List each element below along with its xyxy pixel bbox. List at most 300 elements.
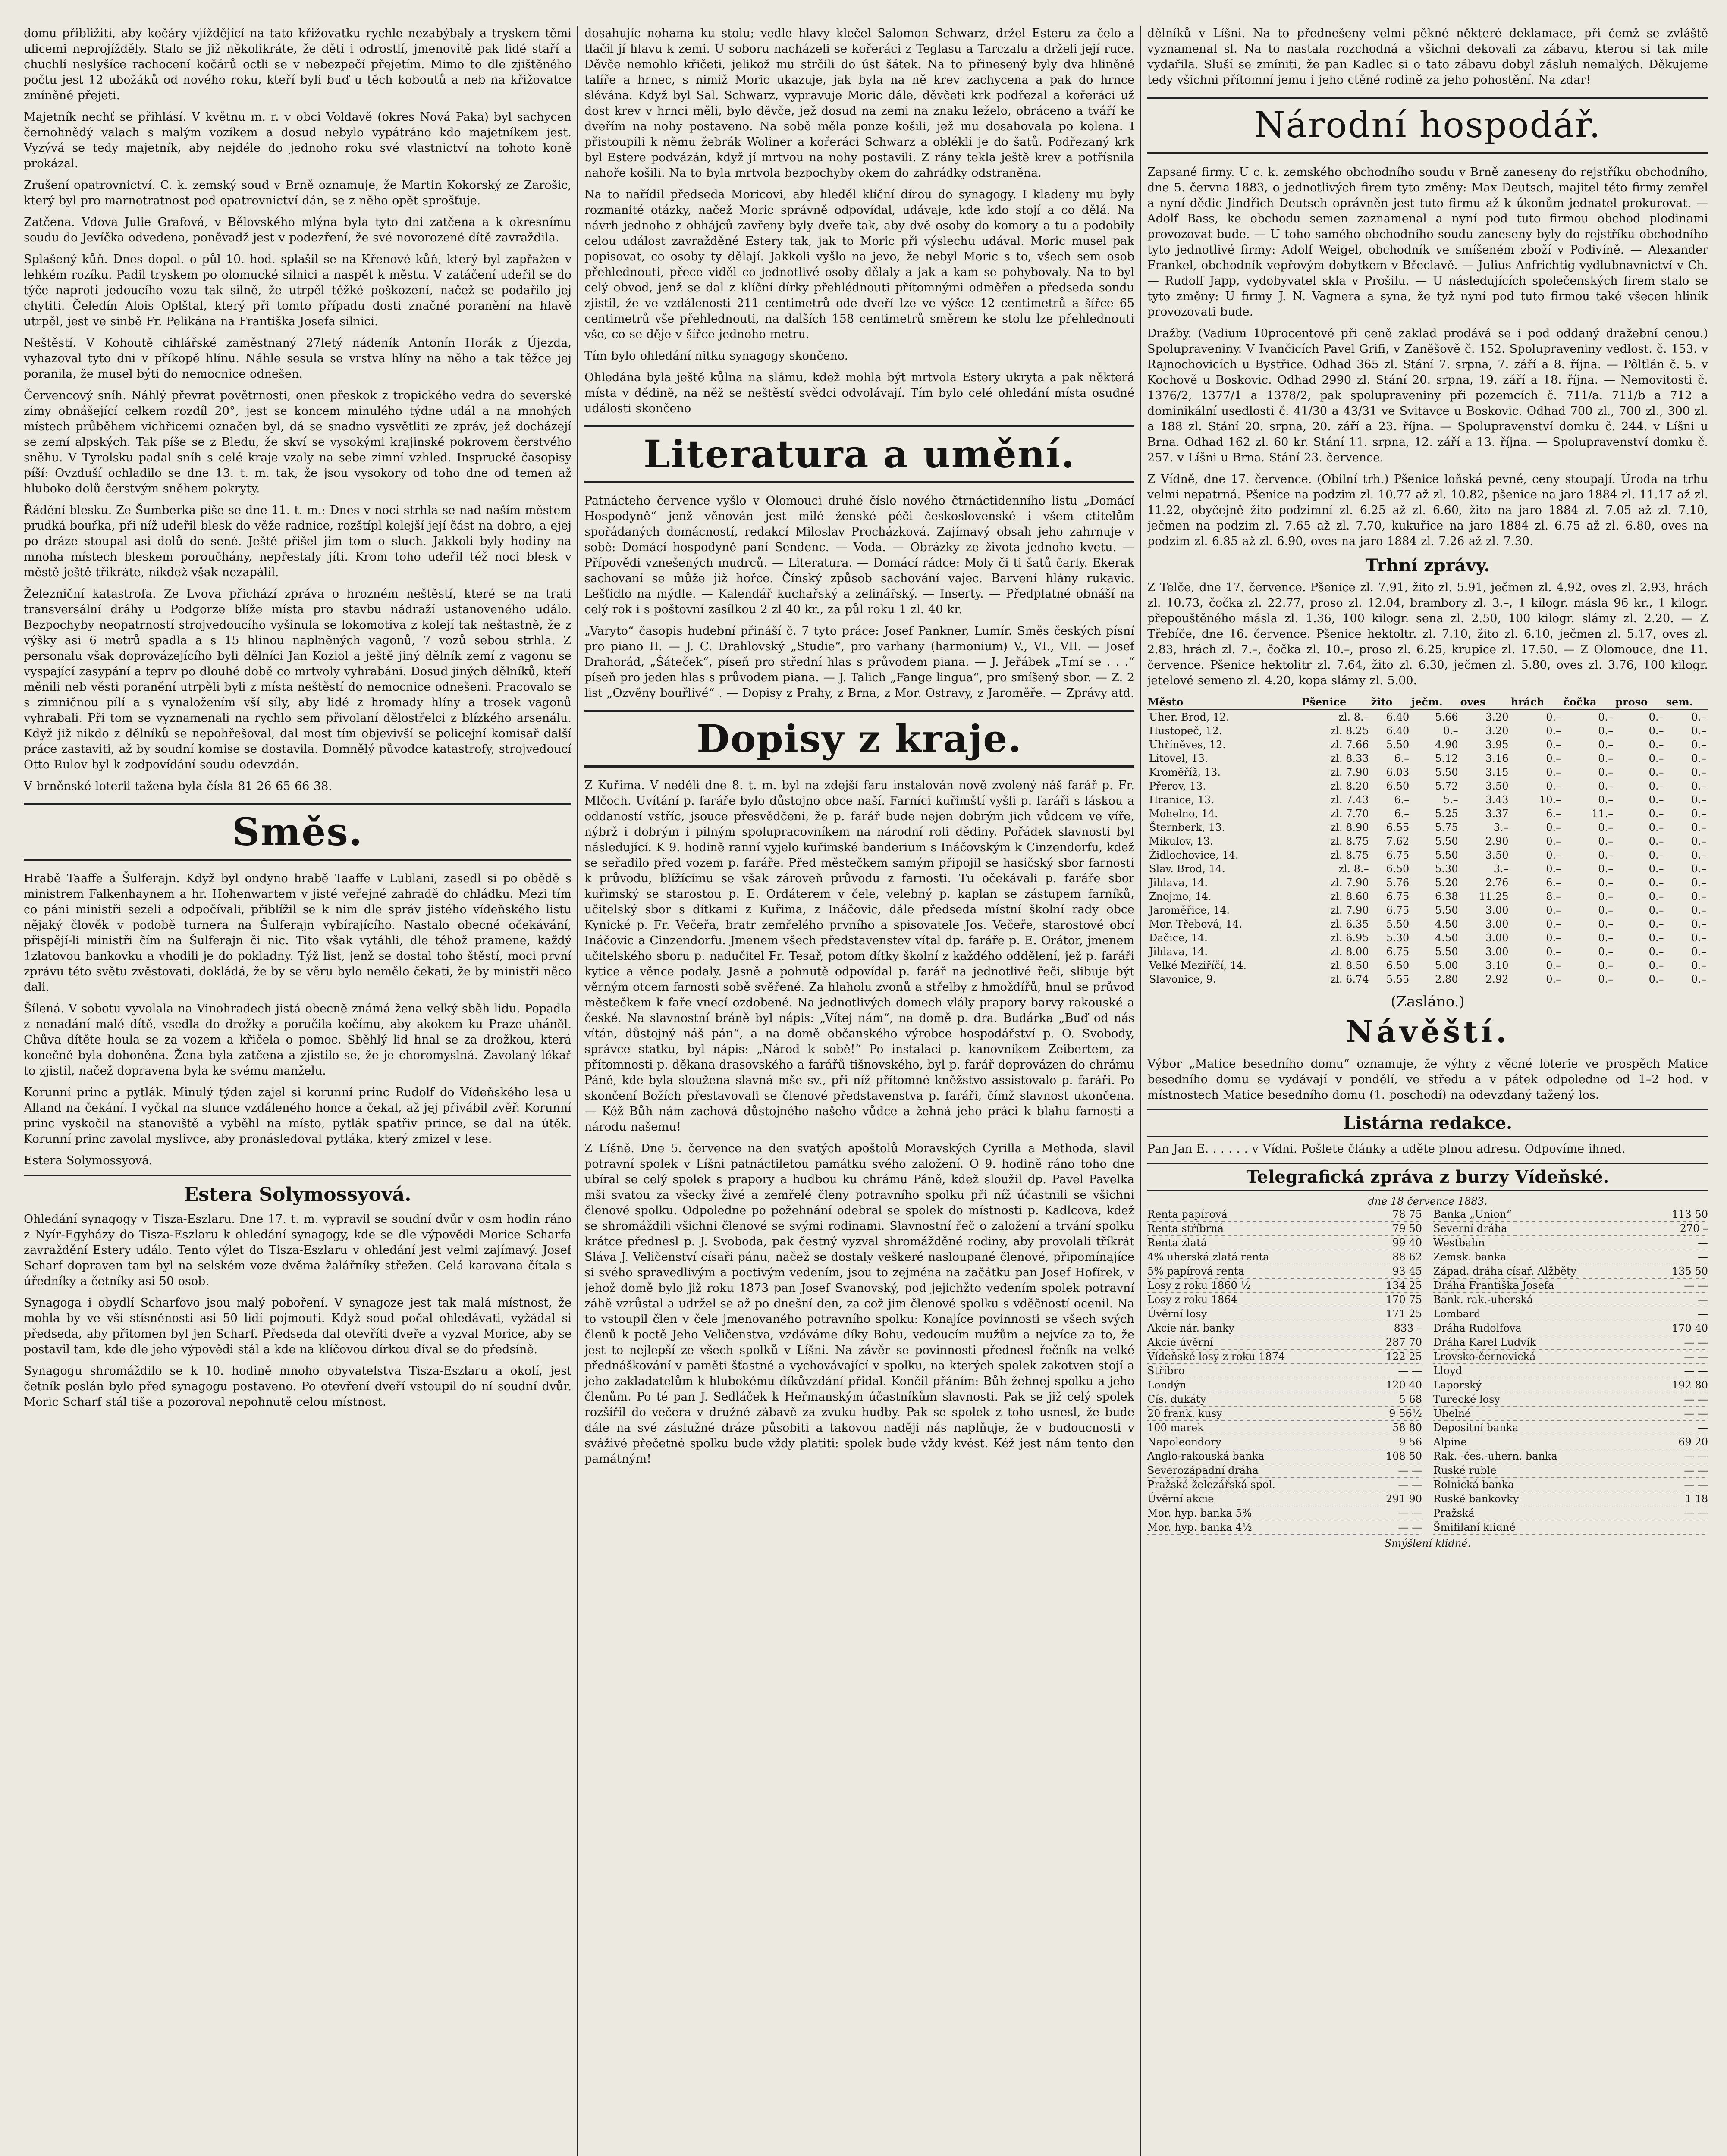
table-cell: Velké Meziříčí, 14. — [1149, 959, 1247, 971]
exchange-row — [1147, 1435, 1422, 1449]
article-paragraph: Z Líšně. Dne 5. července na den svatých apoštolů Moravských Cyrilla a Methoda, slavil potravní spolek v Líšni patnáctiletou památku svého založení. O 9. hodině ráno toho dne ubíral se celý spolek s prapory a hudbou ku chrámu Páně, kdež sloužil dp. Pavel Pavelka mši svatou za všecky živé a zemřelé členy potravního spolku při níž účastnili se všichni členové spolku. Odpoledne po požehnání odebral se spolek do místnosti p. Kadlcova, kdež se shromáždili všichni členové se svými rodinami. Slavnostní řeč o založení a trvání spolku krátce přednesl p. J. Svoboda, pak čestný vyzval shromážděné rodiny, aby provolali tříkrát Sláva J. Veličenství císaři pánu, načež se dostaly veškeré nasloupané členové, připomínajíce si svého spravedlivým a poctivým vedením, jsou to zejména na začátku pan Josef Hofírek, v jehož domě bylo již roku 1873 pan Josef Svanovský, pod jejichžto vedením spolek potravní záhě vzrůstal a udržel se až po dnešní den, za což jim členové spolku s vděčností ocenil. Na to vstoupil člen v čele jmenovaného potravního spolku: Konajíce povinnosti se všech svých členů k poctě Jeho Veličenstva, vzdáváme díky Bohu, vedoucím mužům a nejvíce za to, že jest to nejlepší ze všech spolků v Líšni. Na závěr se povinnosti přednesl řečník na velké přednáškování v paměti šťastné a vychovávající v spolku, na kterých spolek zakotven stojí a jeho zakladatelům k hlubokému díkůvzdání přidal. Končil přáním: Bůh žehnej spolku a jeho členům. Po té pan J. Sedláček k Heřmanským účastníkům slavnosti. Pak se již celý spolek rozšířil do večera v družné zábavě za zvuku hudby. Pak se spolek z toho usnesl, že bude dále na své záslužné dráze působiti a takovou naději nás naplňuje, že v budoucnosti v sváživé přečetné spolku bude vždy platiti: spolek bude vždy kvést. Kéž jest nám tento den památným! — [584, 1142, 1134, 1466]
table-cell: Mor. Třebová, 14. — [1149, 918, 1242, 930]
table-cell: 0.– — [1691, 863, 1706, 875]
exchange-footer: Smýšlení klidné. — [1384, 1537, 1471, 1549]
table-cell: zl. 6.74 — [1330, 973, 1369, 985]
table-cell: zl. 6.35 — [1330, 918, 1369, 930]
table-cell: 5.25 — [1435, 808, 1458, 820]
table-cell: 3.37 — [1485, 808, 1509, 820]
table-row — [1147, 862, 1708, 876]
exchange-value: — — — [1684, 1351, 1708, 1363]
exchange-value: 79 50 — [1392, 1222, 1422, 1235]
exchange-row — [1147, 1463, 1422, 1478]
table-cell: 0.– — [1648, 835, 1664, 847]
table-cell: 6.03 — [1386, 766, 1410, 778]
table-cell: 6.– — [1546, 808, 1561, 820]
table-cell: 5.00 — [1435, 959, 1458, 971]
exchange-row — [1433, 1392, 1708, 1407]
table-row — [1147, 959, 1708, 972]
table-cell: Uhříněves, 12. — [1149, 739, 1226, 751]
exchange-name: Renta papírová — [1147, 1208, 1228, 1220]
exchange-value: 78 75 — [1392, 1208, 1422, 1220]
grain-price-table — [1147, 695, 1708, 986]
table-cell: 0.– — [1648, 725, 1664, 737]
table-row — [1147, 752, 1708, 765]
exchange-row — [1433, 1506, 1708, 1520]
table-cell: 0.– — [1648, 780, 1664, 792]
table-cell: 3.10 — [1485, 959, 1509, 971]
table-cell: 0.– — [1598, 959, 1614, 971]
table-cell: 6.– — [1394, 752, 1410, 765]
exchange-row — [1147, 1449, 1422, 1463]
table-cell: 6.75 — [1386, 849, 1410, 861]
table-row — [1147, 834, 1708, 848]
table-row — [1147, 890, 1708, 903]
exchange-value: 287 70 — [1386, 1336, 1422, 1348]
table-cell: 11.– — [1592, 808, 1614, 820]
table-cell: Slav. Brod, 14. — [1149, 863, 1225, 875]
table-cell: 3.– — [1493, 863, 1509, 875]
exchange-row — [1433, 1378, 1708, 1392]
exchange-value: 135 50 — [1672, 1265, 1708, 1277]
table-cell: zl. 7.90 — [1330, 904, 1369, 916]
article-paragraph: „Varyto“ časopis hudební přináší č. 7 tyto práce: Josef Pankner, Lumír. Směs českých písní pro piano II. — J. C. Drahlovský „Studie“, pro varhany (harmonium) V., VI., VII. — Josef Drahorád, „Šáteček“, píseň pro střední hlas s průvodem piana. — J. Jeřábek „Tmí se . . .“ píseň pro jeden hlas s průvodem piana. — J. Talich „Fange lingua“, pro smíšený sbor. — Z. 2 list „Ozvěny bouřlivé“ . — Dopisy z Prahy, z Brna, z Mor. Ostravy, z Jaroměře. — Zprávy atd. — [584, 624, 1134, 700]
table-cell: 0.– — [1648, 794, 1664, 806]
table-cell: 0.– — [1598, 849, 1614, 861]
table-cell: Židlochovice, 14. — [1149, 849, 1239, 861]
exchange-value: 1 18 — [1685, 1493, 1708, 1505]
estera-continued — [584, 26, 1134, 417]
table-cell: 0.– — [1691, 725, 1706, 737]
exchange-row — [1147, 1321, 1422, 1335]
table-cell: 0.– — [1546, 904, 1561, 916]
exchange-name: 4% uherská zlatá renta — [1147, 1251, 1269, 1263]
table-cell: 0.– — [1648, 711, 1664, 723]
exchange-name: Akcie nár. banky — [1147, 1322, 1234, 1334]
divider — [24, 1175, 571, 1176]
table-cell: 0.– — [1598, 766, 1614, 778]
exchange-value: — — [1698, 1422, 1708, 1434]
grain-table-body — [1147, 710, 1708, 986]
table-cell: 5.50 — [1435, 835, 1458, 847]
article-paragraph: Dražby. (Vadium 10procentové při ceně zaklad prodává se i pod oddaný dražební cenou.) Spolupraveniny. V Ivančicích Pavel Grifi, v Zaněšově č. 152. Spolupraveniny vedlost. č. 153. v Rajnochovicích u Bystřice. Odhad 365 zl. Stání 7. srpna, 7. září a 8. října. — Pôltlán č. 5. v Kochově u Boskovic. Odhad 2990 zl. Stání 20. srpna, 19. září a 18. října. — Nemovitosti č. 1376/2, 1377/1 a 1378/2, pak spolupraveniny při pozemcích č. 711/a. 711/b a 712 a dominikální usedlosti č. 41/30 a 43/31 ve Svitavce u Boskovic. Odhad 700 zl., 700 zl., 300 zl. a 188 zl. Stání 20. srpna, 20. září a 23. října. — Spolupravenství domku č. 244. v Líšni u Brna. Odhad 162 zl. 60 kr. Stání 11. srpna, 12. září a 13. října. — Spolupravenství domku č. 257. v Líšni u Brna. Stání 23. července. — [1147, 327, 1708, 464]
exchange-name: Depositní banka — [1433, 1422, 1519, 1434]
article-paragraph: Z Kuřima. V neděli dne 8. t. m. byl na zdejší faru instalován nově zvolený náš farář p. Fr. Mlčoch. Uvítání p. faráře bylo důstojno obce naší. Farníci kuřimští vyšli p. faráři s láskou a oddaností vstříc, jsouce přesvědčeni, že p. farář bude nejen dobrým jich vůdcem ve víře, nýbrž i dobrým i pilným spolupracovníkem na národní roli dědiny. Pořádek slavnosti byl následující. K 9. hodině ranní vyjelo kuřimské banderium s Ináčovským k Cinzendorfu, kdež se seřadilo před vozem p. faráře. Před městečkem samým připojil se hasičský sbor farnosti k průvodu, blížícímu se však zároveň průvodu z farnosti. Tu očekávali p. faráře sbor kuřimský se starostou p. E. Ordáterem v čele, velebný p. kaplan se zástupem farníků, učitelský sbor s dítkami z Kuřima, z Ináčovic, dále předseda místní školní rady obce Kynické p. Fr. Večeřa, bratr zemřelého prvního a spisovatele Jos. Večeře, starostové obcí Ináčovic a Cinzendorfu. Jmenem všech představenstev vítal dp. faráře p. E. Orátor, jmenem učitelského sboru p. nadučitel Fr. Tesař, potom dítky školní z každého oddělení, jež p. faráři kytice a věnce podaly. Jasně a pohnutě odpovídal p. farář na jednotlivé řeči, slibuje být věrným otcem farnosti sobě svěřené. Za hlaholu zvonů a střelby z hmoždířů, hnul se průvod městečkem k faře vnecí ozdobené. Na jednotlivých domech vlály prapory barvy rakouské a české. Na slavnostní bráně byl nápis: „Vítej nám“, na domě p. dra. Budárka „Buď od nás vítán, důstojný náš pán“, a na domě občanského výrobce hospodářství p. O. Svobody, správce statku, byl nápis: „Národ k sobě!“ Po instalaci p. kanovníkem Zeibertem, za přítomnosti p. děkana drasovského a farářů tišnovského, byl p. farář doprovázen do chrámu Páně, kde byla sloužena slavná mše sv., při níž přítomné kněžstvo assistovalo p. faráři. Po skončení Božích přestavovali se členové představenstva p. faráři, čímž slavnost ukončena. — Kéž Bůh nám zachová důstojného našeho vůdce a žehná jeho práci k blahu farnosti a národu našemu! — [584, 779, 1134, 1134]
table-cell: 0.– — [1691, 849, 1706, 861]
table-cell: 0.– — [1546, 932, 1561, 944]
table-cell: 0.– — [1546, 766, 1561, 778]
table-cell: 0.– — [1691, 794, 1706, 806]
exchange-value: — — — [1398, 1464, 1422, 1476]
table-cell: 0.– — [1546, 973, 1561, 985]
exchange-value: 9 56½ — [1389, 1407, 1422, 1420]
table-cell: 0.– — [1598, 877, 1614, 889]
table-row — [1147, 917, 1708, 931]
table-cell: 0.– — [1598, 904, 1614, 916]
table-cell: 6.50 — [1386, 780, 1410, 792]
exchange-value: — — — [1684, 1279, 1708, 1291]
grain-table-header-cell: ječm. — [1411, 695, 1460, 710]
table-cell: 0.– — [1691, 890, 1706, 903]
table-cell: 0.– — [1691, 973, 1706, 985]
exchange-name: Westbahn — [1433, 1237, 1485, 1249]
table-cell: zl. 8.25 — [1330, 725, 1369, 737]
exchange-name: Laporský — [1433, 1379, 1482, 1391]
article-paragraph: Z Vídně, dne 17. července. (Obilní trh.) Pšenice loňská pevné, ceny stoupají. Úroda na trhu velmi nepatrná. Pšenice na podzim zl. 10.77 až zl. 10.82, pšenice na jaro 1884 zl. 11.17 až zl. 11.22, obyčejně žito podzimní zl. 6.25 až zl. 6.60, žito na jaro 1884 zl. 7.05 až zl. 7.10, ječmen na podzim zl. 7.65 až zl. 7.70, kukuřice na jaro 1884 zl. 6.75 až zl. 6.80, oves na podzim zl. 6.85 až zl. 6.90, oves na jaro 1884 zl. 7.26 až zl. 7.30. — [1147, 473, 1708, 548]
table-cell: Jaroměřice, 14. — [1149, 904, 1230, 916]
exchange-row — [1147, 1236, 1422, 1250]
table-cell: 0.– — [1598, 794, 1614, 806]
table-cell: 0.– — [1546, 739, 1561, 751]
exchange-name: Lloyd — [1433, 1365, 1462, 1377]
column-rule — [1140, 26, 1141, 2156]
exchange-value: 270 – — [1680, 1222, 1708, 1235]
table-row — [1147, 738, 1708, 752]
table-cell: 0.– — [1546, 959, 1561, 971]
exchange-name: Lrovsko-černovická — [1433, 1351, 1536, 1363]
article-paragraph: Hrabě Taaffe a Šulferajn. Když byl ondyno hrabě Taaffe v Lublani, zasedl si po obědě s ministrem Falkenhaynem a hr. Hohenwartem v jisté veřejné zahradě do chládku. Mezi tím co páni ministři sezeli a odpočívali, přiblížil se k nim dle správ jistého vídeňského listu nějaký člověk v podobě turnera na Šulferajn vybírajícího. Nastalo obecné očekávání, přispějí-li ministři čím na Šulferajn či nic. Tito však vytáhli, dle téhož pramene, každý 1zlatovou bankovku a vhodili je do pokladny. Týž list, jenž se dostal toho štěstí, moci první zprávu této světu zvěstovati, dokládá, že by se věru bylo nemělo čekati, že by ministři něco dali. — [24, 872, 571, 994]
grain-table-header-cell: čočka — [1563, 695, 1615, 710]
table-cell: Hranice, 13. — [1149, 794, 1214, 806]
exchange-value: — — — [1684, 1479, 1708, 1491]
table-row — [1147, 779, 1708, 793]
table-cell: Jihlava, 14. — [1149, 946, 1208, 958]
exchange-name: Alpine — [1433, 1436, 1467, 1448]
article-paragraph: Červencový sníh. Náhlý převrat povětrnosti, onen přeskok z tropického vedra do severské zimy obnášející celkem rozdíl 20°, jest se koncem minulého týdne udál a na mnohých místech průběhem vichřicemi označen byl, dá se snadno vysvětliti ze zpráv, jež docházejí se zemí alpských. Tak píše se z Bledu, že skví se vysokými krajinské pokrovem čerstvého sněhu. V Tyrolsku padal sníh s celé kraje vzaly na sebe zimní vzhled. Insprucké časopisy píší: Ovzduší ochladilo se dne 13. t. m. tak, že jsou vysokory od toho dne od temen až hluboko dolů čerstvým sněhem pokryty. — [24, 389, 571, 495]
exchange-value: — — [1698, 1251, 1708, 1263]
table-cell: 3.95 — [1485, 739, 1509, 751]
table-row — [1147, 807, 1708, 821]
lisen-continued: dělníků v Líšni. Na to přednešeny velmi pěkné některé deklamace, při čemž se zvláště vyznamenal sl. Na to nastala rozchodná a všichni dekovali za zábavu, kterou si tak mile vydařila. Sluší se zmíniti, že pan Kadlec si o tato zábavu dobyl zásluh nemalých. Děkujeme tedy všichni přítomní jemu i jeho ctěné rodině za jeho pohostění. Na zdar! — [1147, 27, 1708, 87]
table-cell: 4.50 — [1435, 918, 1458, 930]
exchange-row — [1433, 1435, 1708, 1449]
exchange-value: — — — [1398, 1507, 1422, 1519]
table-cell: 0.– — [1598, 780, 1614, 792]
exchange-value: — — [1698, 1237, 1708, 1249]
table-cell: 0.– — [1691, 877, 1706, 889]
table-cell: zl. 7.90 — [1330, 766, 1369, 778]
hospodar-articles — [1147, 165, 1708, 549]
table-cell: 0.– — [1648, 932, 1664, 944]
section-title-smes: Směs. — [24, 803, 571, 861]
table-cell: 0.– — [1598, 725, 1614, 737]
article-paragraph: Neštěstí. V Kohoutě cihlářské zaměstnaný 27letý nádeník Antonín Horák z Újezda, vyhazoval tyto dni v příkopě hlínu. Náhle sesula se vrstva hlíny na něho a tak těžce jej poranila, že musel býti do nemocnice odnešen. — [24, 336, 571, 381]
table-cell: 5.50 — [1435, 946, 1458, 958]
exchange-value: 120 40 — [1386, 1379, 1422, 1391]
table-cell: 5.75 — [1435, 821, 1458, 834]
table-cell: 0.– — [1546, 918, 1561, 930]
table-row — [1147, 903, 1708, 917]
table-cell: 10.– — [1539, 794, 1561, 806]
table-row — [1147, 821, 1708, 834]
exchange-name: 100 marek — [1147, 1422, 1204, 1434]
estera-title: Estera Solymossyová. — [184, 1184, 411, 1206]
section-title-hospodar: Národní hospodář. — [1147, 97, 1708, 154]
exchange-value: 99 40 — [1392, 1237, 1422, 1249]
exchange-name: Dráha Rudolfova — [1433, 1322, 1522, 1334]
table-cell: zl. 8.90 — [1330, 821, 1369, 834]
zaslano-label: (Zasláno.) — [1391, 993, 1465, 1010]
exchange-name: Cís. dukáty — [1147, 1393, 1206, 1405]
table-cell: 6.40 — [1386, 725, 1410, 737]
article-paragraph: Ohledána byla ještě kůlna na slámu, kdež mohla být mrtvola Estery ukryta a pak některá místa v dědině, na něž se neštěstí svědci odvolávají. Tím bylo celé ohledání místa osudné události skončeno — [584, 371, 1134, 415]
table-cell: 0.– — [1546, 849, 1561, 861]
table-cell: 0.– — [1546, 821, 1561, 834]
table-cell: 3.00 — [1485, 918, 1509, 930]
table-cell: 6.50 — [1386, 863, 1410, 875]
grain-table-header-cell: sem. — [1666, 695, 1708, 710]
exchange-name: Rolnická banka — [1433, 1479, 1514, 1491]
exchange-name: Mor. hyp. banka 5% — [1147, 1507, 1252, 1519]
table-row — [1147, 848, 1708, 862]
table-cell: 0.– — [1598, 973, 1614, 985]
table-cell: 0.– — [1443, 725, 1458, 737]
table-cell: 0.– — [1648, 849, 1664, 861]
exchange-name: Severozápadní dráha — [1147, 1464, 1259, 1476]
table-cell: 0.– — [1691, 766, 1706, 778]
exchange-row — [1433, 1421, 1708, 1435]
exchange-name: Ruské bankovky — [1433, 1493, 1519, 1505]
exchange-row — [1147, 1392, 1422, 1407]
table-cell: 6.50 — [1386, 959, 1410, 971]
exchange-left — [1147, 1207, 1422, 1535]
exchange-value: 291 90 — [1386, 1493, 1422, 1505]
exchange-table — [1147, 1207, 1708, 1535]
local-news — [24, 26, 571, 794]
table-cell: 0.– — [1691, 835, 1706, 847]
exchange-value: — — — [1398, 1521, 1422, 1533]
table-cell: Slavonice, 9. — [1149, 973, 1216, 985]
exchange-date: dne 18 července 1883. — [1368, 1195, 1488, 1207]
exchange-value: — — — [1684, 1336, 1708, 1348]
table-cell: 5.55 — [1386, 973, 1410, 985]
grain-table-header-cell: proso — [1615, 695, 1665, 710]
table-cell: 5.50 — [1435, 849, 1458, 861]
table-cell: 4.50 — [1435, 932, 1458, 944]
table-cell: 0.– — [1546, 711, 1561, 723]
table-cell: 0.– — [1691, 918, 1706, 930]
table-cell: 3.50 — [1485, 780, 1509, 792]
exchange-value: 58 80 — [1392, 1422, 1422, 1434]
table-cell: 0.– — [1546, 863, 1561, 875]
exchange-value: 108 50 — [1386, 1450, 1422, 1462]
table-cell: 0.– — [1648, 918, 1664, 930]
table-cell: 0.– — [1648, 946, 1664, 958]
table-cell: 0.– — [1546, 835, 1561, 847]
article-paragraph: Železniční katastrofa. Ze Lvova přichází zpráva o hrozném neštěstí, které se na trati transversální dráhy u Podgorze blíže místa pro stavbu nádraží ustanoveného událo. Bezpochyby neopatrností strojvedoucího vyšinula se lokomotiva z kolejí tak neštastně, že z výšky asi 6 metrů spadla a s 15 hlinou naplněných vagonů, 7 vozů sebou strhla. Z personalu však doprovázejícího byli dělníci Jan Koziol a ještě jiný dělník zemí z vagonu se vyspající zasypání a teprv po dlouhé době co mrtvoly vyhrabáni. Dosud jiných dělníků, kteří měnili neb věsti poranění utrpěli byli z místa neštěstí do nemocnice odnešeni. Pracovalo se s zimničnou pílí a s vynaložením vší síly, aby lidé z hromady hlíny a trosek vagonů vyhrabali. Při tom se vyznamenali na rychlo sem přivolaní dělostřelci z blízkého arsenálu. Když již nikdo z dělníků se nepohřešoval, dal most tím objevivší se policejní komisař další práce zastaviti, až by soudní komise se dostavila. Domnělý původce katastrofy, strojvedoucí Otto Rulov byl k zodpovídání soudu odevzdán. — [24, 587, 571, 771]
exchange-value: 122 25 — [1386, 1351, 1422, 1363]
table-cell: 5.50 — [1435, 904, 1458, 916]
exchange-title: Telegrafická zpráva z burzy Vídeňské. — [1147, 1163, 1708, 1191]
table-cell: 5.66 — [1435, 711, 1458, 723]
listarna-text: Pan Jan E. . . . . . v Vídni. Pošlete články a uděte plnou adresu. Odpovíme ihned. — [1147, 1142, 1625, 1156]
table-cell: 0.– — [1546, 725, 1561, 737]
exchange-name: Napoleondory — [1147, 1436, 1221, 1448]
article-paragraph: Zrušení opatrovnictví. C. k. zemský soud v Brně oznamuje, že Martin Kokorský ze Zarošic, který byl pro marnotratnost pod opatrovnictví dán, se z něho opět sprošťuje. — [24, 179, 571, 207]
table-cell: zl. 8.75 — [1330, 835, 1369, 847]
table-cell: 5.72 — [1435, 780, 1458, 792]
exchange-name: Pražská — [1433, 1507, 1475, 1519]
table-cell: 8.– — [1546, 890, 1561, 903]
table-cell: Kroměříž, 13. — [1149, 766, 1221, 778]
table-cell: zl. 7.66 — [1330, 739, 1369, 751]
literatura-articles — [584, 493, 1134, 701]
smes-articles — [24, 871, 571, 1169]
market-reports-intro: Z Telče, dne 17. července. Pšenice zl. 7.91, žito zl. 5.91, ječmen zl. 4.92, oves zl. 2.93, hrách zl. 10.73, čočka zl. 22.77, proso zl. 12.04, brambory zl. 3.–, 1 kilogr. másla 96 kr., 1 kilogr. přepouštěného másla zl. 1.36, 100 kilogr. sena zl. 2.50, 100 kilogr. slámy zl. 2.20. — Z Třebíče, dne 16. července. Pšenice hektoltr. zl. 7.10, žito zl. 6.10, ječmen zl. 5.17, oves zl. 2.83, hrách zl. 7.–, čočka zl. 10.–, proso zl. 6.25, krupice zl. 17.50. — Z Olomouce, dne 11. července. Pšenice hektolitr zl. 7.64, žito zl. 6.30, ječmen zl. 5.80, oves zl. 3.76, 100 kilogr. jetelové semeno zl. 4.20, kopa slámy zl. 5.00. — [1147, 581, 1708, 687]
table-cell: 5.– — [1443, 794, 1458, 806]
exchange-name: Zemsk. banka — [1433, 1251, 1507, 1263]
table-cell: 0.– — [1648, 752, 1664, 765]
exchange-name: Dráha Karel Ludvík — [1433, 1336, 1536, 1348]
table-cell: 0.– — [1691, 932, 1706, 944]
table-cell: 0.– — [1598, 918, 1614, 930]
exchange-row — [1147, 1407, 1422, 1421]
table-row — [1147, 793, 1708, 807]
table-cell: 0.– — [1648, 890, 1664, 903]
table-cell: 0.– — [1598, 821, 1614, 834]
table-row — [1147, 710, 1708, 724]
table-cell: 6.38 — [1435, 890, 1458, 903]
table-cell: 2.76 — [1485, 877, 1509, 889]
table-row — [1147, 876, 1708, 890]
table-cell: zl. 8.60 — [1330, 890, 1369, 903]
exchange-name: 5% papírová renta — [1147, 1265, 1244, 1277]
table-cell: 0.– — [1648, 863, 1664, 875]
table-cell: 0.– — [1598, 835, 1614, 847]
exchange-row — [1433, 1207, 1708, 1222]
exchange-name: Mor. hyp. banka 4½ — [1147, 1521, 1252, 1533]
exchange-name: Losy z roku 1864 — [1147, 1294, 1237, 1306]
table-cell: zl. 8.00 — [1330, 946, 1369, 958]
exchange-value: 9 56 — [1399, 1436, 1422, 1448]
table-cell: 5.50 — [1386, 918, 1410, 930]
article-paragraph: Synagoga i obydlí Scharfovo jsou malý poboření. V synagoze jest tak malá místnost, že mohla by ve vší stísněnosti asi 50 lidí pojmouti. Když soud počal ohledávati, vyžádal si předseda, aby přitomen byl jen Scharf. Předseda dal otevříti dveře a vyzval Morice, aby se postavil tam, kde dle jeho výpovědi stál a kde na klíčovou dírkou díval se do předsíně. — [24, 1296, 571, 1356]
table-cell: 3.00 — [1485, 904, 1509, 916]
table-cell: 0.– — [1546, 752, 1561, 765]
exchange-row — [1433, 1279, 1708, 1293]
exchange-value: 192 80 — [1672, 1379, 1708, 1391]
table-cell: Uher. Brod, 12. — [1149, 711, 1230, 723]
exchange-value: — — — [1684, 1507, 1708, 1519]
table-cell: 3.16 — [1485, 752, 1509, 765]
table-cell: 0.– — [1691, 808, 1706, 820]
exchange-value: — — — [1398, 1365, 1422, 1377]
exchange-name: Rak. -čes.-uhern. banka — [1433, 1450, 1557, 1462]
listarna-title: Listárna redakce. — [1147, 1109, 1708, 1137]
article-paragraph: Synagogu shromáždilo se k 10. hodině mnoho obyvatelstva Tisza-Eszlaru a okolí, jest četník poslán bylo před synagogu postaveno. Po otevření dveří vstoupil do ní soudní dvůr. Moric Scharf stál tiše a pozoroval nepohnutě celou místnost. — [24, 1364, 571, 1409]
table-cell: 5.30 — [1386, 932, 1410, 944]
article-paragraph: Zapsané firmy. U c. k. zemského obchodního soudu v Brně zaneseny do rejstříku obchodního, dne 5. června 1883, o jednotlivých firem tyto změny: Max Deutsch, majitel této firmy zemřel a nyní dědic Jindřich Deutsch oprávněn jest tuto firmu až k úkonům jednatel prokurovat. — Adolf Bass, ke obchodu semen zaznamenal a nyní pod tuto firmou obchod plodinami provozovat bude. — U toho samého obchodního soudu zaneseny byly do rejstříku obchodního tyto jednotlivé firmy: Adolf Weigel, obchodník ve smíšeném zboží v Podivíně. — Alexander Frankel, obchodník vepřovým dobytkem v Břeclavě. — Julius Anfrichtig vydlubnavnictví v Ch. — Rudolf Japp, vydobyvatel skla v Prošilu. — U následujících společenských firem stalo se tyto změny: U firmy J. N. Vagnera a syna, že tyž nyní pod tuto firmou také všecen hliník provozovati bude. — [1147, 166, 1708, 319]
table-cell: 2.80 — [1435, 973, 1458, 985]
exchange-name: Stříbro — [1147, 1365, 1185, 1377]
exchange-name: Bank. rak.-uherská — [1433, 1294, 1533, 1306]
table-cell: 3.50 — [1485, 849, 1509, 861]
column-1 — [24, 26, 571, 2156]
article-paragraph: Splašený kůň. Dnes dopol. o půl 10. hod. splašil se na Křenové kůň, který byl zapřažen v lehkém rozíku. Padil tryskem po olomucké silnici a naspět k městu. V zatáčení udeřil se do týče naproti jedoucího vozu tak silně, že utrpěl těžké poškození, načež se podařilo jej chytiti. Čeledín Alois Oplštal, který při tomto případu dosti značné poranění na hlavě utrpěl, jest ve sinbě Fr. Pelikána na Františka Josefa silnici. — [24, 253, 571, 328]
table-cell: zl. 8.– — [1338, 863, 1369, 875]
exchange-name: Renta stříbrná — [1147, 1222, 1224, 1235]
exchange-value: 113 50 — [1672, 1208, 1708, 1220]
table-cell: 0.– — [1648, 766, 1664, 778]
table-cell: zl. 8.50 — [1330, 959, 1369, 971]
grain-table-header-cell: žito — [1371, 695, 1411, 710]
exchange-name: Lombard — [1433, 1308, 1481, 1320]
table-cell: 0.– — [1691, 780, 1706, 792]
exchange-name: Úvěrní losy — [1147, 1308, 1207, 1320]
table-cell: 3.– — [1493, 821, 1509, 834]
table-cell: 0.– — [1648, 904, 1664, 916]
exchange-row — [1147, 1506, 1422, 1520]
column-2 — [584, 26, 1134, 2156]
table-cell: Mohelno, 14. — [1149, 808, 1218, 820]
exchange-value: — — — [1684, 1407, 1708, 1420]
table-cell: 5.50 — [1435, 766, 1458, 778]
table-cell: Mikulov, 13. — [1149, 835, 1213, 847]
exchange-name: Západ. dráha císař. Alžběty — [1433, 1265, 1577, 1277]
exchange-value: — — — [1398, 1479, 1422, 1491]
exchange-row — [1147, 1364, 1422, 1378]
table-cell: Znojmo, 14. — [1149, 890, 1212, 903]
exchange-row — [1433, 1520, 1708, 1535]
dopisy-articles — [584, 778, 1134, 1467]
table-row — [1147, 724, 1708, 738]
table-cell: 0.– — [1546, 780, 1561, 792]
table-cell: 0.– — [1598, 739, 1614, 751]
table-cell: 0.– — [1691, 904, 1706, 916]
table-cell: 0.– — [1648, 821, 1664, 834]
table-cell: 0.– — [1691, 959, 1706, 971]
exchange-name: Šmifilaní klidné — [1433, 1521, 1516, 1533]
exchange-row — [1433, 1250, 1708, 1264]
exchange-name: Severní dráha — [1433, 1222, 1507, 1235]
exchange-value: 69 20 — [1678, 1436, 1708, 1448]
table-cell: 0.– — [1691, 711, 1706, 723]
table-cell: 3.20 — [1485, 711, 1509, 723]
table-row — [1147, 765, 1708, 779]
table-cell: 7.62 — [1386, 835, 1410, 847]
exchange-name: Dráha Františka Josefa — [1433, 1279, 1554, 1291]
grain-table-header-cell: Město — [1147, 695, 1301, 710]
estera-articles — [24, 1212, 571, 1410]
exchange-row — [1147, 1307, 1422, 1321]
exchange-name: Banka „Union“ — [1433, 1208, 1512, 1220]
table-cell: 5.20 — [1435, 877, 1458, 889]
exchange-row — [1147, 1264, 1422, 1279]
table-cell: 3.00 — [1485, 932, 1509, 944]
table-cell: 6.40 — [1386, 711, 1410, 723]
table-cell: 2.90 — [1485, 835, 1509, 847]
table-cell: 6.75 — [1386, 946, 1410, 958]
exchange-value: 171 25 — [1386, 1308, 1422, 1320]
table-cell: 3.43 — [1485, 794, 1509, 806]
grain-table-header-cell: oves — [1460, 695, 1510, 710]
exchange-name: 20 frank. kusy — [1147, 1407, 1222, 1420]
column-3 — [1147, 26, 1708, 2156]
table-cell: 0.– — [1648, 973, 1664, 985]
exchange-row — [1433, 1463, 1708, 1478]
table-cell: zl. 7.43 — [1330, 794, 1369, 806]
exchange-row — [1433, 1307, 1708, 1321]
table-cell: 0.– — [1691, 739, 1706, 751]
exchange-row — [1433, 1321, 1708, 1335]
exchange-row — [1147, 1250, 1422, 1264]
table-cell: zl. 8.– — [1338, 711, 1369, 723]
exchange-value: 5 68 — [1399, 1393, 1422, 1405]
exchange-name: Londýn — [1147, 1379, 1187, 1391]
article-paragraph: Tím bylo ohledání nitku synagogy skončeno. — [584, 349, 848, 363]
article-paragraph: Šílená. V sobotu vyvolala na Vinohradech jistá obecně známá žena velký sběh lidu. Popadla z nenadání malé dítě, vsedla do drožky a poručila kočímu, aby akokem ku Praze uháněl. Chůva dítěte houla se za vozem a křičela o pomoc. Sběhlý lid hnal se za drožkou, která konečně byla dohoněna. Žena byla zatčena a zjistilo se, že je choromyslná. Zavolaný lékař to zjistil, načež dopravena byla ke svému manželu. — [24, 1002, 571, 1078]
grain-table-header — [1147, 695, 1708, 710]
